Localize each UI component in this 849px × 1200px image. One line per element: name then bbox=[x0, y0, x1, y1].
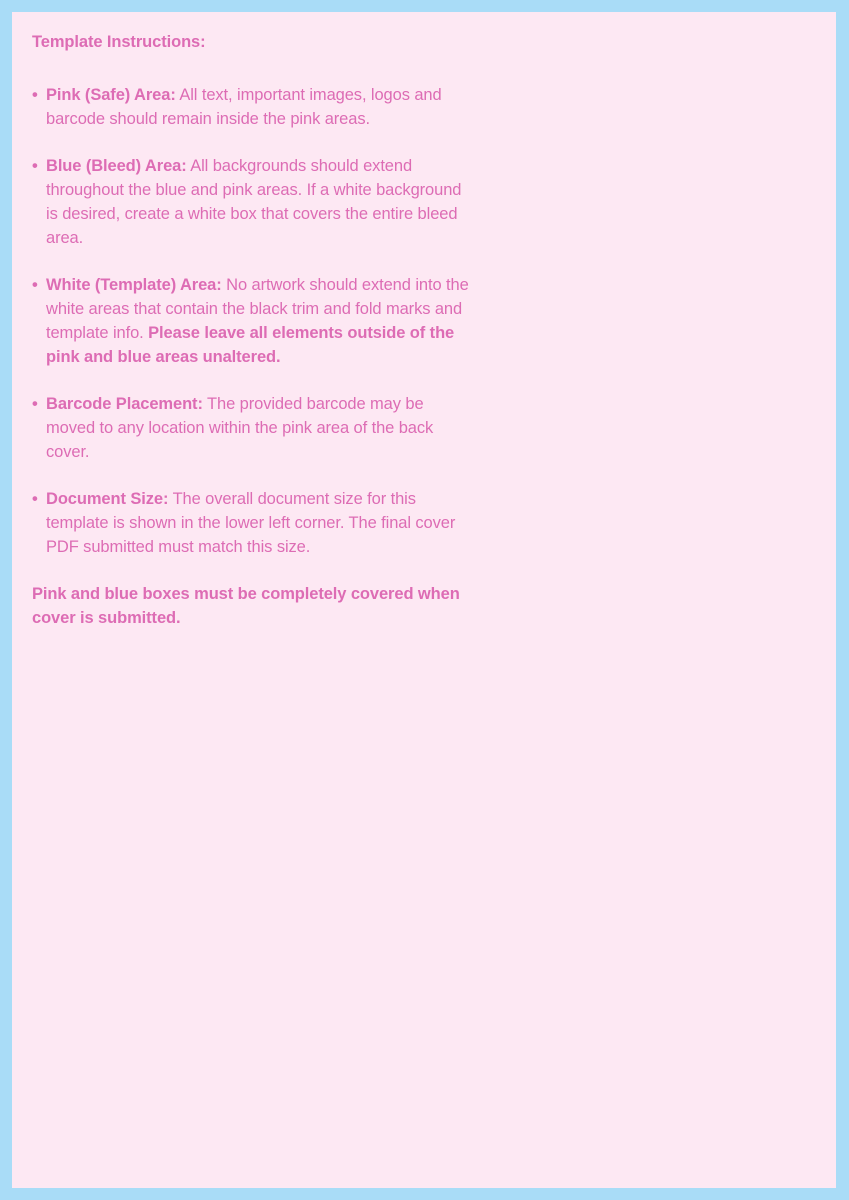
instruction-text: The provided barcode may be moved to any location within the pink area of the back cover. bbox=[46, 395, 434, 461]
instructions-footer: Pink and blue boxes must be completely covered when cover is submitted. bbox=[32, 585, 460, 627]
instruction-text: All backgrounds should extend throughout the blue and pink areas. If a white background is desired, create a white box that covers the entire bleed area. bbox=[46, 157, 462, 247]
instruction-blue-bleed-area bbox=[32, 154, 472, 250]
instruction-label: Blue (Bleed) Area: bbox=[46, 157, 187, 175]
instruction-label: Barcode Placement: bbox=[46, 395, 203, 413]
bullet-icon: • bbox=[32, 490, 38, 508]
bullet-icon: • bbox=[32, 276, 38, 294]
instruction-text: No artwork should extend into the white areas that contain the black trim and fold marks and template info. bbox=[46, 276, 469, 342]
template-instructions bbox=[32, 30, 472, 630]
instruction-emphasis: Please leave all elements outside of the pink and blue areas unaltered. bbox=[46, 324, 455, 366]
instruction-document-size bbox=[32, 487, 472, 559]
instruction-label: White (Template) Area: bbox=[46, 276, 222, 294]
instruction-white-template-area bbox=[32, 273, 472, 369]
bullet-icon: • bbox=[32, 395, 38, 413]
instruction-label: Pink (Safe) Area: bbox=[46, 86, 176, 104]
instruction-text: The overall document size for this template is shown in the lower left corner. The final cover PDF submitted must match this size. bbox=[46, 490, 456, 556]
instruction-text: All text, important images, logos and barcode should remain inside the pink areas. bbox=[46, 86, 442, 128]
instruction-label: Document Size: bbox=[46, 490, 169, 508]
safe-area bbox=[12, 12, 836, 1188]
instruction-pink-safe-area bbox=[32, 83, 472, 131]
instruction-barcode-placement bbox=[32, 392, 472, 464]
bullet-icon: • bbox=[32, 86, 38, 104]
instructions-title: Template Instructions: bbox=[32, 33, 206, 51]
bullet-icon: • bbox=[32, 157, 38, 175]
